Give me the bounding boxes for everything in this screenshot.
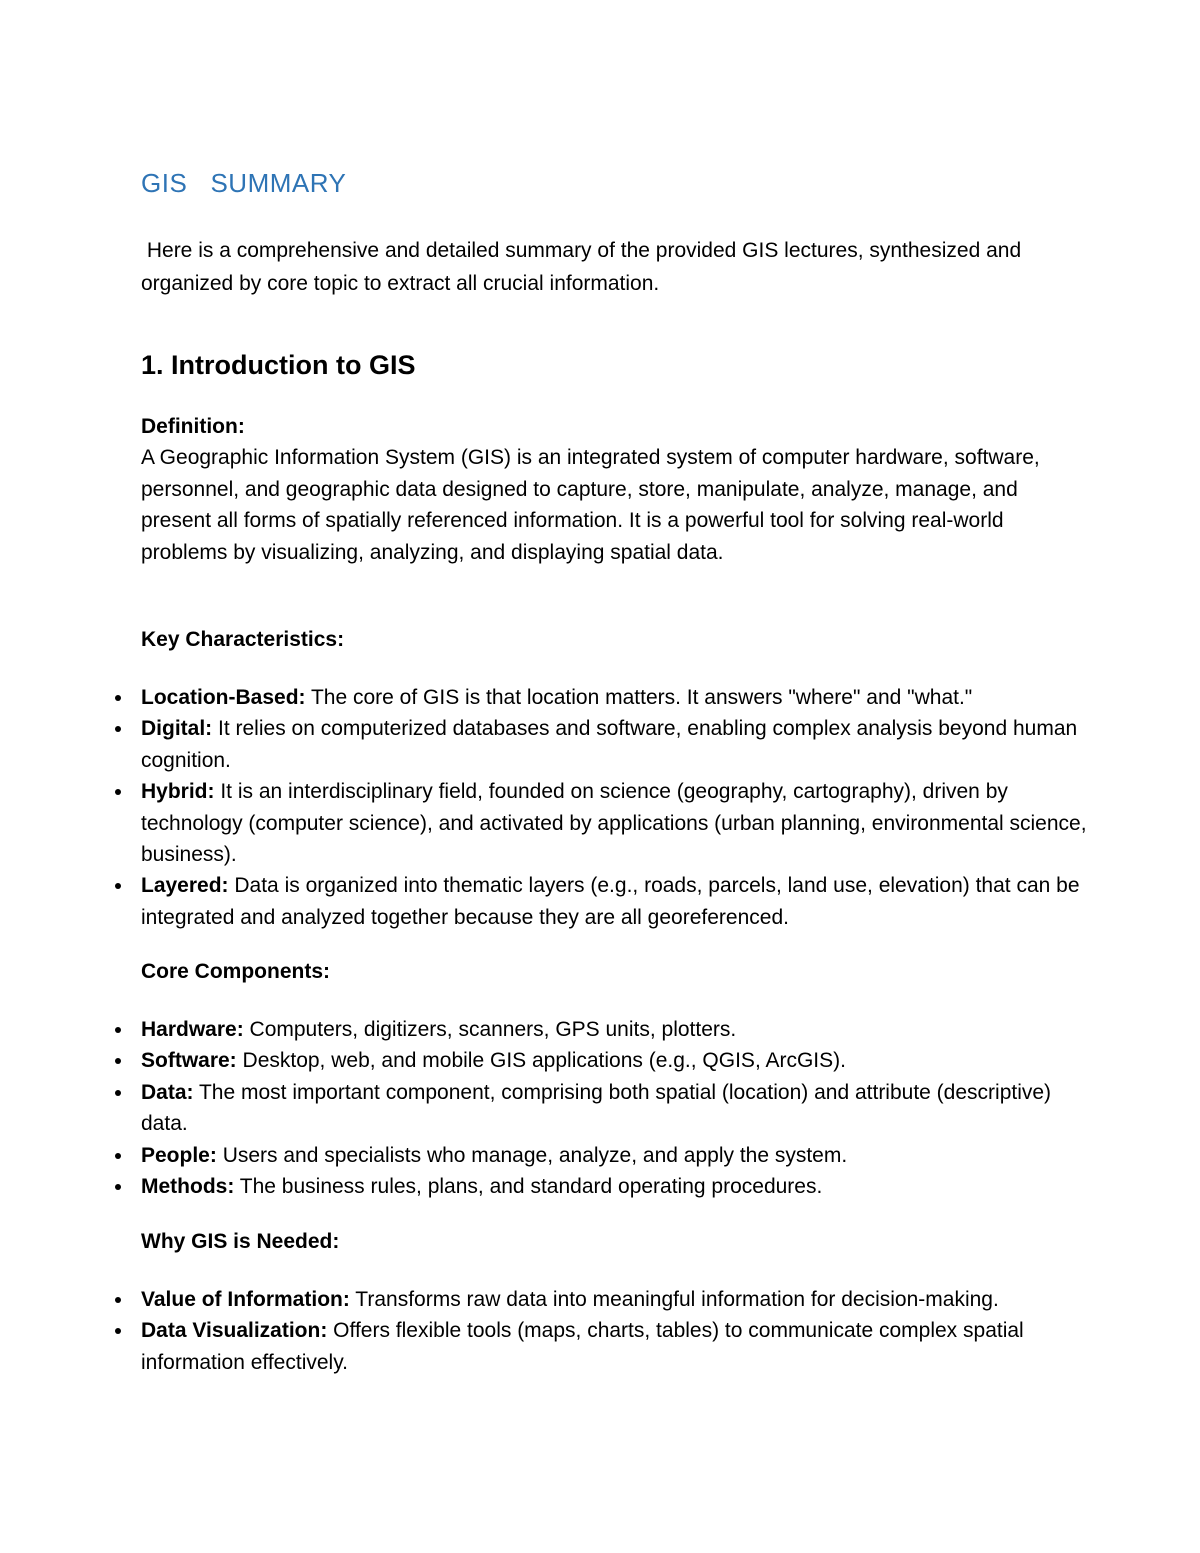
item-text: The most important component, comprising both spatial (location) and attribute (descriptive) data. [141,1080,1052,1136]
item-term: Digital: [141,717,213,741]
item-text: It relies on computerized databases and software, enabling complex analysis beyond human cognition. [141,717,1078,772]
list-item [141,776,1091,870]
item-text: It is an interdisciplinary field, founded on science (geography, cartography), driven by technology (computer science), and activated by applications (urban planning, environmental science, business). [141,780,1087,867]
core-components-label: Core Components: [141,960,330,983]
bullet-icon [115,1058,121,1064]
bullet-icon [115,1153,121,1159]
document-title: GIS SUMMARY [141,168,347,198]
bullet-icon [115,883,121,889]
item-term: Value of Information: [141,1288,350,1311]
list-item [141,1077,1091,1140]
item-text: The business rules, plans, and standard operating procedures. [234,1175,823,1199]
item-text: Data is organized into thematic layers (e.g., roads, parcels, land use, elevation) that can be integrated and analyzed together because they are all georeferenced. [141,874,1080,929]
bullet-icon [115,1297,121,1303]
bullet-icon [115,1184,121,1190]
definition-block [141,411,1081,568]
item-term: Hybrid: [141,780,215,804]
item-term: Hardware: [141,1018,244,1041]
why-needed-label: Why GIS is Needed: [141,1230,340,1253]
item-term: Methods: [141,1175,235,1199]
item-term: Layered: [141,874,229,898]
list-item [141,1284,1091,1315]
list-item [141,1045,1091,1076]
item-term: People: [141,1143,217,1167]
item-term: Data Visualization: [141,1319,328,1343]
bullet-icon [115,789,121,795]
bullet-icon [115,1328,121,1334]
list-item [141,870,1091,933]
core-components-list [141,1014,1091,1202]
key-characteristics-list [141,682,1091,933]
key-characteristics-label: Key Characteristics: [141,628,345,651]
item-text: Desktop, web, and mobile GIS applications (e.g., QGIS, ArcGIS). [236,1049,846,1073]
core-components-heading-block [141,956,1081,987]
why-needed-heading-block [141,1226,1081,1257]
bullet-icon [115,1027,121,1033]
list-item [141,682,1091,713]
item-term: Software: [141,1049,237,1073]
item-term: Location-Based: [141,686,306,709]
item-text: Computers, digitizers, scanners, GPS units, plotters. [243,1018,737,1041]
item-term: Data: [141,1080,194,1104]
key-characteristics-heading-block [141,624,1081,655]
list-item [141,1171,1091,1202]
intro-paragraph: Here is a comprehensive and detailed summary of the provided GIS lectures, synthesized and organized by core topic to extract all crucial information. [141,239,1027,295]
bullet-icon [115,1090,121,1096]
list-item [141,1140,1091,1171]
item-text: Offers flexible tools (maps, charts, tables) to communicate complex spatial information effectively. [141,1319,1024,1374]
list-item [141,1315,1091,1378]
why-needed-list [141,1284,1091,1378]
item-text: The core of GIS is that location matters. It answers "where" and "what." [305,686,973,709]
definition-text: A Geographic Information System (GIS) is an integrated system of computer hardware, software, personnel, and geographic data designed to capture, store, manipulate, analyze, manage, and present all forms of spatially referenced information. It is a powerful tool for solving real-world problems by visualizing, analyzing, and displaying spatial data. [141,446,1040,564]
definition-label: Definition: [141,415,245,438]
item-text: Users and specialists who manage, analyze, and apply the system. [216,1143,848,1167]
list-item [141,713,1091,776]
bullet-icon [115,726,121,732]
bullet-icon [115,695,121,701]
list-item [141,1014,1091,1045]
section-heading: 1. Introduction to GIS [141,350,416,380]
item-text: Transforms raw data into meaningful information for decision-making. [349,1288,999,1311]
